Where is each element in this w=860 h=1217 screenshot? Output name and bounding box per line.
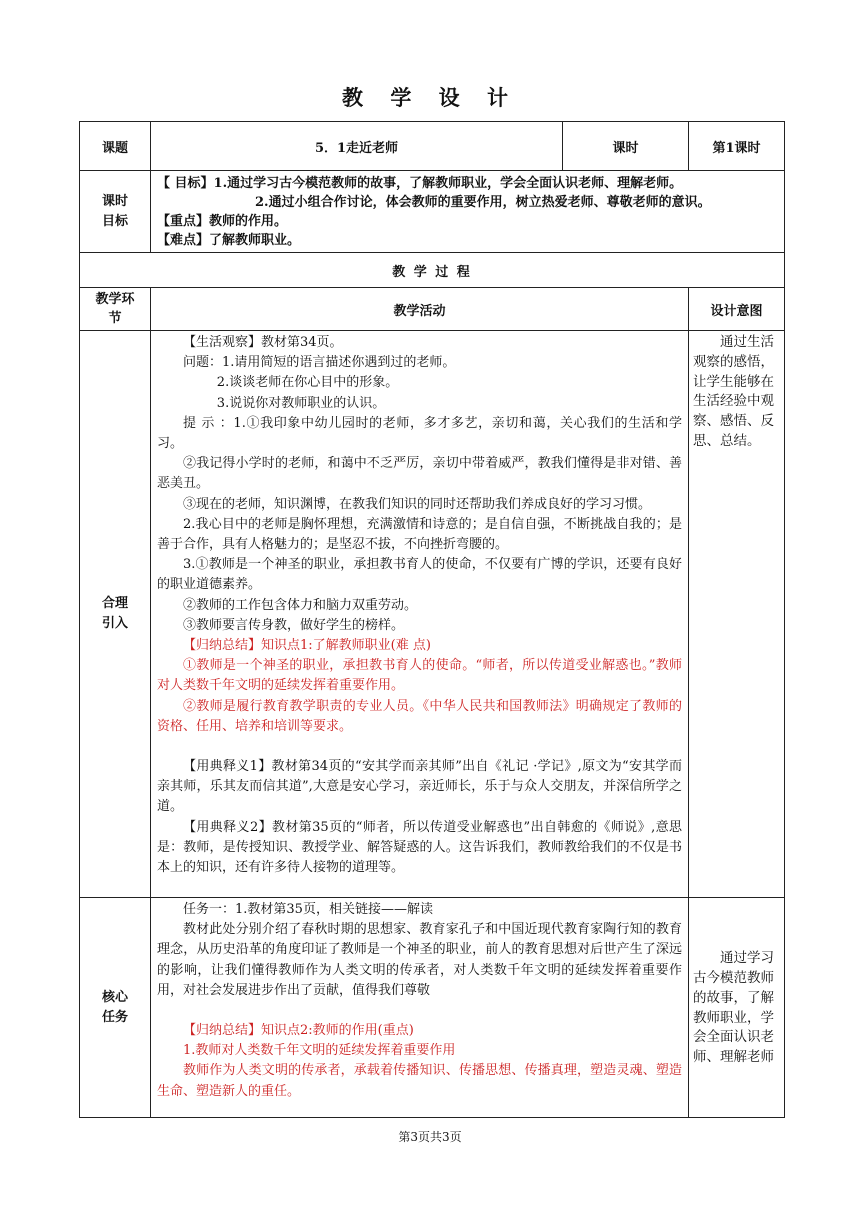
goal-line: 【 目标】1.通过学习古今模范教师的故事，了解教师职业，学会全面认识老师、理解老师。 bbox=[157, 175, 683, 191]
stage-header-line2: 节 bbox=[108, 311, 122, 326]
goals-label-line2: 目标 bbox=[101, 213, 128, 229]
hint: 3.①教师是一个神圣的职业，承担教书育人的使命，不仅要有广博的学识，还要有良好的职业道德素养。 bbox=[157, 557, 682, 593]
life-observation: 【生活观察】教材第34页。 bbox=[183, 335, 343, 350]
intro-intent-text: 通过生活观察的感悟，让学生能够在生活经验中观察、感悟、反思、总结。 bbox=[693, 334, 774, 449]
core-stage-label bbox=[80, 898, 151, 1118]
intent-column-header: 设计意图 bbox=[689, 288, 785, 331]
core-stage-line1: 核心 bbox=[101, 989, 128, 1005]
document-title: 教 学 设 计 bbox=[342, 85, 518, 110]
question: 3.说说你对教师职业的认识。 bbox=[216, 395, 386, 411]
goals-content bbox=[151, 171, 785, 253]
task-title: 任务一：1.教材第35页，相关链接——解读 bbox=[183, 902, 433, 917]
summary-heading: 【归纳总结】知识点1:了解教师职业(难 点) bbox=[183, 638, 431, 654]
goals-label bbox=[80, 171, 151, 253]
summary-point: 教师作为人类文明的传承者，承载着传播知识、传播思想、传播真理，塑造灵魂、塑造生命、塑造新人的重任。 bbox=[157, 1063, 682, 1099]
goal-line: 2.通过小组合作讨论，体会教师的重要作用，树立热爱老师、尊敬老师的意识。 bbox=[255, 194, 711, 210]
hint: ③教师要言传身教，做好学生的榜样。 bbox=[183, 617, 405, 633]
core-stage-line2: 任务 bbox=[101, 1009, 128, 1025]
core-activity bbox=[151, 898, 689, 1118]
hint: ②教师的工作包含体力和脑力双重劳动。 bbox=[183, 597, 418, 613]
spacer bbox=[157, 737, 682, 757]
lesson-plan-table bbox=[79, 121, 785, 1118]
topic-label: 课题 bbox=[80, 122, 151, 171]
summary-point: ①教师是一个神圣的职业，承担教书育人的使命。“师者，所以传道受业解惑也。”教师对人类数千年文明的延续发挥着重要作用。 bbox=[157, 658, 682, 694]
stage-header-line1: 教学环 bbox=[95, 292, 135, 307]
topic-value: 5．1走近老师 bbox=[151, 122, 563, 171]
goals-label-line1: 课时 bbox=[101, 193, 128, 209]
hint: ③现在的老师，知识渊博，在教我们知识的同时还帮助我们养成良好的学习习惯。 bbox=[183, 496, 652, 512]
summary-point: ②教师是履行教育教学职责的专业人员。《中华人民共和国教师法》明确规定了教师的资格、任用、培养和培训等要求。 bbox=[157, 698, 682, 734]
hint: ②我记得小学时的老师，和蔼中不乏严厉，亲切中带着威严，教我们懂得是非对错、善恶美丑。 bbox=[157, 456, 682, 492]
process-title: 教 学 过 程 bbox=[80, 253, 785, 288]
question: 问题：1.请用简短的语言描述你遇到过的老师。 bbox=[183, 355, 456, 371]
header-row bbox=[80, 122, 785, 171]
spacer bbox=[157, 1001, 682, 1021]
intro-stage-label bbox=[80, 331, 151, 898]
question: 2.谈谈老师在你心目中的形象。 bbox=[216, 375, 399, 391]
period-label: 课时 bbox=[563, 122, 689, 171]
page-footer: 第3页共3页 bbox=[398, 1130, 462, 1144]
goals-row bbox=[80, 171, 785, 253]
intro-section-row bbox=[80, 331, 785, 898]
intro-intent bbox=[689, 331, 785, 898]
core-task-row bbox=[80, 898, 785, 1118]
hint: 提 示 ：1.①我印象中幼儿园时的老师，多才多艺，亲切和蔼，关心我们的生活和学习。 bbox=[157, 415, 682, 452]
intro-stage-line1: 合理 bbox=[101, 596, 128, 611]
core-intent-text: 通过学习古今模范教师的故事，了解教师职业，学会全面认识老师、理解老师 bbox=[693, 950, 774, 1066]
stage-column-header bbox=[80, 288, 151, 331]
hint: 2.我心目中的老师是胸怀理想，充满激情和诗意的；是自信自强，不断挑战自我的；是善于合作，具有人格魅力的；是坚忍不拔，不向挫折弯腰的。 bbox=[157, 516, 682, 553]
core-intent bbox=[689, 898, 785, 1118]
focus-line: 【重点】教师的作用。 bbox=[157, 213, 288, 229]
process-title-row bbox=[80, 253, 785, 288]
period-value: 第1课时 bbox=[689, 122, 785, 171]
intro-activity bbox=[151, 331, 689, 898]
quote-explanation: 【用典释义2】教材第35页的“师者，所以传道受业解惑也”出自韩愈的《师说》,意思是：教师，是传授知识、教授学业、解答疑惑的人。这告诉我们，教师教给我们的不仅是书本上的知识，还有许多待人接物的道理等。 bbox=[157, 819, 682, 876]
quote-explanation: 【用典释义1】教材第34页的“安其学而亲其师”出自《礼记 ·学记》,原文为“安其学而亲其师，乐其友而信其道”,大意是安心学习，亲近师长，乐于与众人交朋友，并深信所学之道。 bbox=[157, 759, 682, 815]
summary-heading: 【归纳总结】知识点2:教师的作用(重点) bbox=[183, 1023, 414, 1039]
task-body: 教材此处分别介绍了春秋时期的思想家、教育家孔子和中国近现代教育家陶行知的教育理念，从历史沿革的角度印证了教师是一个神圣的职业，前人的教育思想对后世产生了深远的影响，让我们懂得教师作为人类文明的传承者，对人类数千年文明的延续发挥着重要作用，对社会发展进步作出了贡献，值得我们尊敬 bbox=[157, 922, 682, 998]
intro-stage-line2: 引入 bbox=[101, 616, 128, 631]
difficulty-line: 【难点】了解教师职业。 bbox=[157, 232, 301, 248]
column-header-row bbox=[80, 288, 785, 331]
summary-point: 1.教师对人类数千年文明的延续发挥着重要作用 bbox=[183, 1043, 456, 1059]
activity-column-header: 教学活动 bbox=[151, 288, 689, 331]
